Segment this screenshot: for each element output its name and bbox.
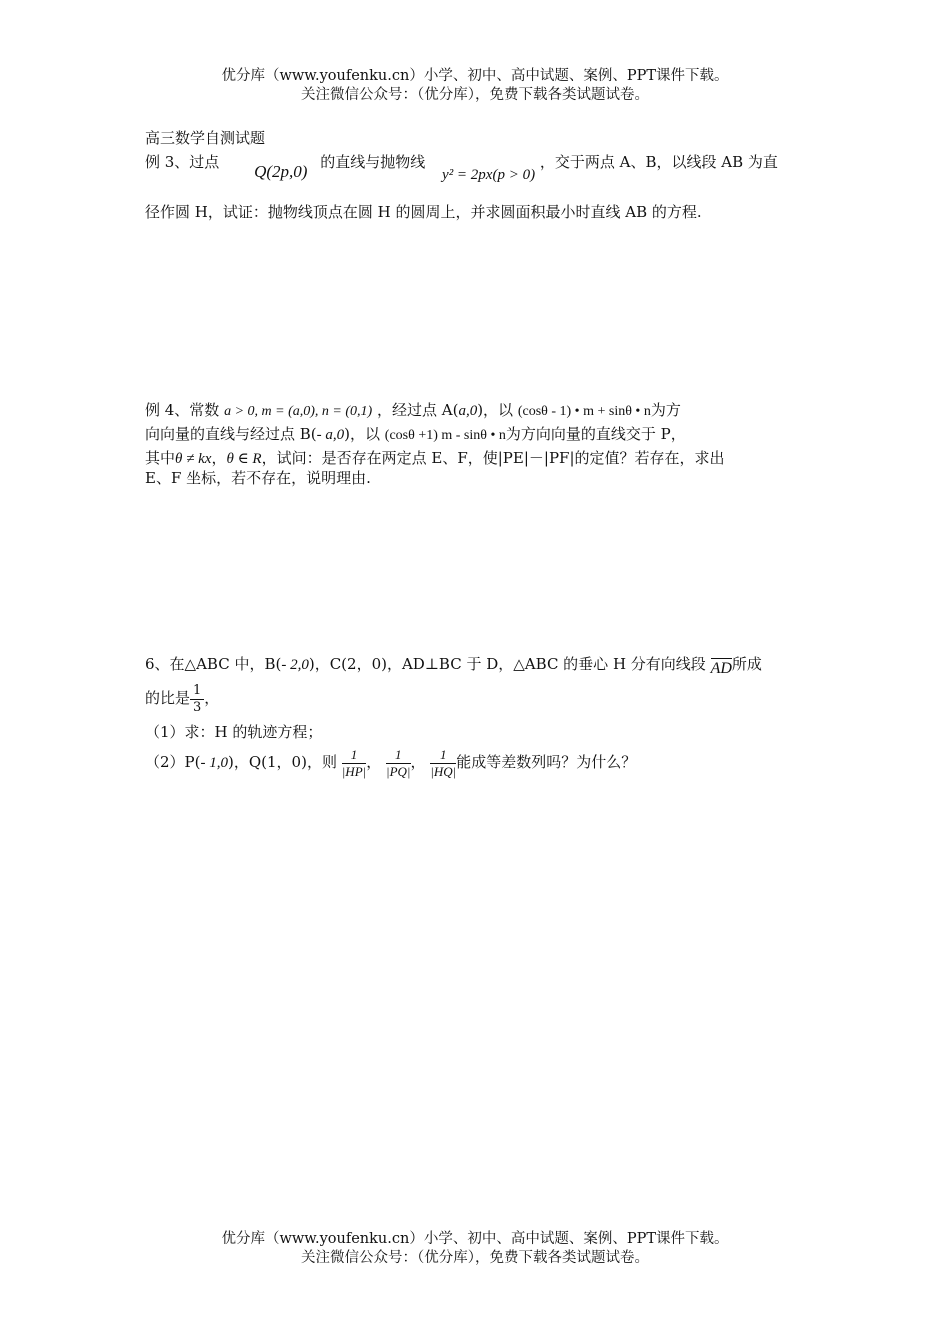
ex6-question-1: （1）求：H 的轨迹方程； [145,723,323,741]
ex6-point-p: - 1,0 [200,755,228,771]
ex4-l3-c: ，试问：是否存在两定点 E、F，使 [261,449,498,467]
ex6-line-2 [145,680,219,716]
page-footer [0,1230,950,1268]
fraction-pq [386,747,410,780]
ex3-mid: 的直线与抛物线 [320,153,426,171]
ex6-q2-c: 能成等差数列吗？为什么？ [456,753,637,771]
ex4-pe: |PE| [497,449,529,467]
ex6-q2-b: )，Q(1，0)，则 [228,753,337,771]
ex3-point-q: Q(2p,0) [254,162,308,181]
ex4-line-2 [145,424,686,446]
ex4-pf: |PF| [543,449,575,467]
ex4-l2-c: 为方向向量的直线交于 P， [505,425,686,443]
fraction-hp-den: |HP| [341,763,367,779]
ex6-l1-d: 所成 [731,655,762,673]
ex6-question-2 [145,742,636,783]
ex4-point-a: a,0 [458,403,478,419]
ex6-point-b: - 2,0 [281,657,309,673]
fraction-hp [342,747,366,780]
ex4-minus: － [528,449,544,467]
ex4-line-4: E、F 坐标，若不存在，说明理由. [145,469,371,487]
ex3-parabola: y² = 2px(p > 0) [442,167,536,183]
ratio-denominator: 3 [193,699,202,715]
ex4-line-3 [145,448,725,469]
header-line-1: 优分库（www.youfenku.cn）小学、初中、高中试题、案例、PPT课件下载。 [221,68,729,84]
ex4-l3-a: 其中 [145,449,176,467]
footer-line-2: 关注微信公众号：（优分库），免费下载各类试题试卷。 [301,1250,649,1266]
ex6-l1-c: )，C(2，0)，AD⊥BC 于 D，△ABC 的垂心 H 分有向线段 [308,655,706,673]
page-header [0,67,950,105]
ex6-line-1 [145,654,762,675]
separator-2: ， [410,753,426,771]
ex6-l1-a: 6、在△ABC 中，B( [145,655,282,673]
fraction-hq-den: |HQ| [430,763,457,779]
ex4-l2-b: )，以 [344,425,381,443]
ex6-ratio-fraction [190,683,204,716]
fraction-pq-den: |PQ| [386,763,411,779]
ex3-line-1 [145,152,778,183]
ex4-l1-a: 例 4、常数 [145,401,220,419]
ex4-l3-b: ， [211,449,227,467]
fraction-hq-num: 1 [430,747,456,764]
ex4-l2-a: 向向量的直线与经过点 B( [145,425,317,443]
ex4-l3-d: 的定值？若存在，求出 [574,449,725,467]
ex4-direction-1: (cosθ - 1) • m + sinθ • n [517,404,651,419]
separator-1: ， [366,753,382,771]
ex4-direction-2: (cosθ +1) m - sinθ • n [384,428,506,443]
ex3-line-2: 径作圆 H，试证：抛物线顶点在圆 H 的圆周上，并求圆面积最小时直线 AB 的方程. [145,203,702,221]
footer-line-1: 优分库（www.youfenku.cn）小学、初中、高中试题、案例、PPT课件下载。 [221,1231,729,1247]
ex4-point-b: - a,0 [316,427,345,443]
ex4-condition: a > 0, m = (a,0), n = (0,1) [224,404,373,419]
ex6-l2-a: 的比是 [145,689,191,707]
doc-title: 高三数学自测试题 [145,129,266,147]
header-line-2: 关注微信公众号：（优分库），免费下载各类试题试卷。 [301,87,649,103]
fraction-hp-num: 1 [342,747,366,764]
ex6-l2-b: ， [204,689,220,707]
ex6-vector-ad: AD [710,660,732,677]
ex4-theta-domain: θ ∈ R [226,451,262,467]
fraction-hq [430,747,456,780]
ex6-q2-a: （2）P( [145,753,201,771]
ex3-suffix: ，交于两点 A、B，以线段 AB 为直 [539,153,778,171]
ex4-l1-b: ，经过点 A( [376,401,459,419]
fraction-pq-num: 1 [386,747,410,764]
ex4-theta-cond: θ ≠ kx [175,451,212,467]
ex4-l1-c: )，以 [477,401,514,419]
ex3-prefix: 例 3、过点 [145,153,220,171]
ratio-numerator: 1 [190,683,204,700]
ex4-l1-d: 为方 [650,401,681,419]
ex4-line-1 [145,400,681,422]
